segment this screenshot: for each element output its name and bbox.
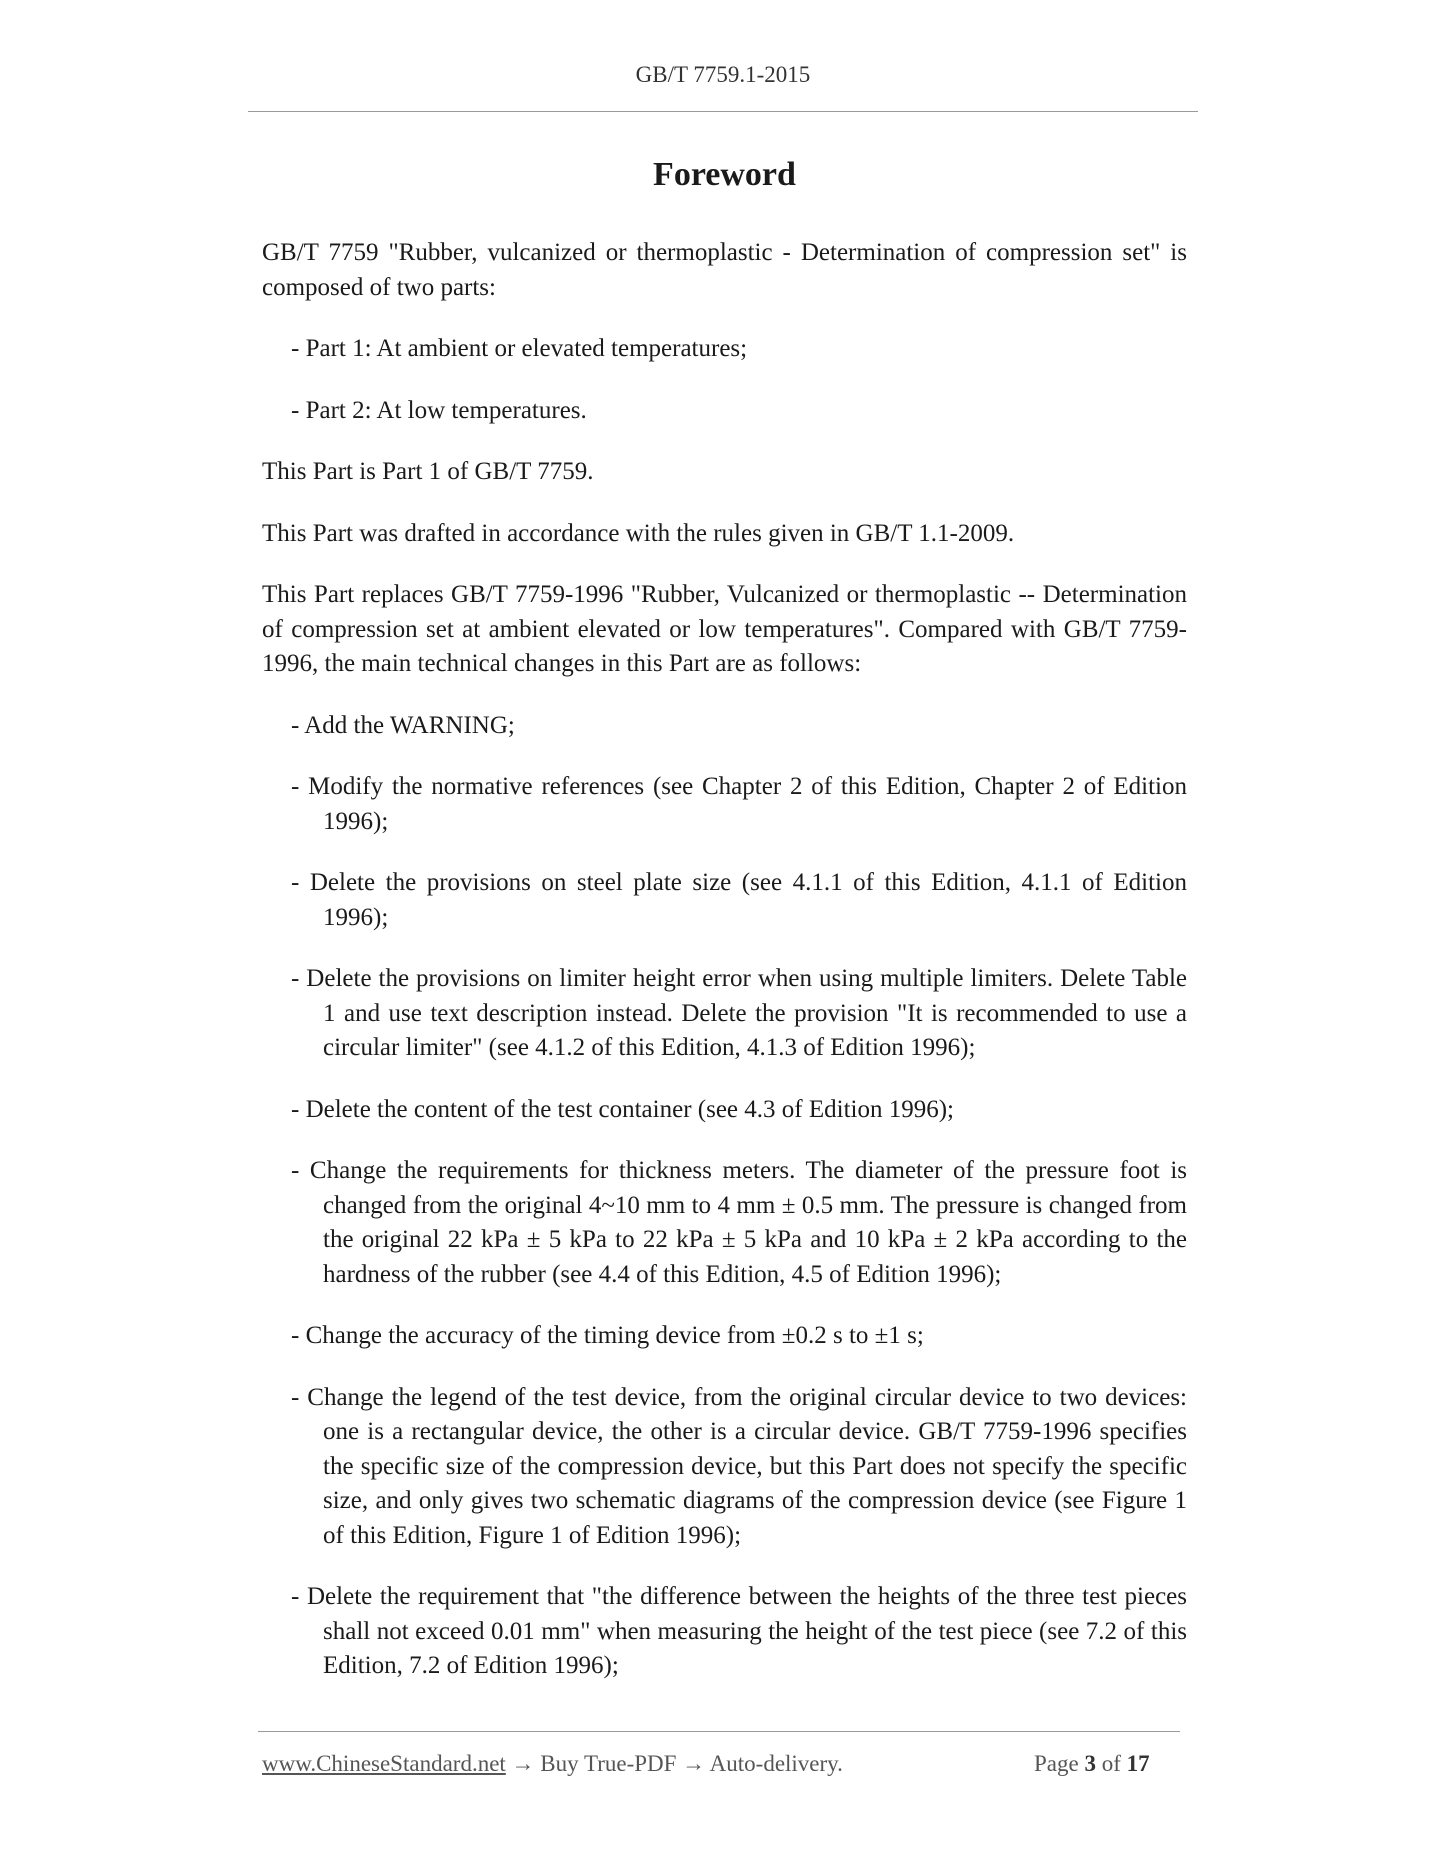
page-of-label: of	[1101, 1751, 1121, 1776]
list-item: - Change the accuracy of the timing device from ±0.2 s to ±1 s;	[291, 1322, 924, 1349]
page-number	[1034, 1751, 1150, 1777]
list-item: - Delete the provisions on limiter height error when using multiple limiters. Delete Table 1 and use text description instead. Delete the provision "It is recommended to use a circular limiter" (see 4.1.2 of this Edition, 4.1.3 of Edition 1996);	[291, 965, 1187, 1061]
paragraph: This Part was drafted in accordance with the rules given in GB/T 1.1-2009.	[262, 519, 1015, 547]
list-item: - Change the legend of the test device, from the original circular device to two devices: one is a rectangular device, the other is a circular device. GB/T 7759-1996 specifies the specific size of the compression device, but this Part does not specify the specific size, and only gives two schematic diagrams of the compression device (see Figure 1 of this Edition, Figure 1 of Edition 1996);	[291, 1383, 1187, 1549]
list-item: - Part 1: At ambient or elevated temperatures;	[291, 335, 748, 362]
page-title: Foreword	[653, 156, 796, 193]
document-body	[262, 152, 1187, 1711]
list-item: - Modify the normative references (see Chapter 2 of this Edition, Chapter 2 of Edition 1996);	[291, 773, 1187, 835]
page-current: 3	[1084, 1751, 1096, 1776]
page-header: GB/T 7759.1-2015	[635, 62, 811, 87]
footer-tagline: → Buy True-PDF → Auto-delivery.	[505, 1751, 843, 1776]
paragraph: GB/T 7759 "Rubber, vulcanized or thermoplastic - Determination of compression set" is composed of two parts:	[262, 239, 1187, 301]
list-item: - Delete the content of the test container (see 4.3 of Edition 1996);	[291, 1095, 954, 1123]
list-item: - Delete the requirement that "the difference between the heights of the three test pieces shall not exceed 0.01 mm" when measuring the height of the test piece (see 7.2 of this Edition, 7.2 of Edition 1996);	[291, 1583, 1187, 1679]
list-item: - Change the requirements for thickness meters. The diameter of the pressure foot is changed from the original 4~10 mm to 4 mm ± 0.5 mm. The pressure is changed from the original 22 kPa ± 5 kPa to 22 kPa ± 5 kPa and 10 kPa ± 2 kPa according to the hardness of the rubber (see 4.4 of this Edition, 4.5 of Edition 1996);	[291, 1157, 1187, 1288]
page-total: 17	[1126, 1751, 1150, 1776]
list-item: - Part 2: At low temperatures.	[291, 396, 587, 424]
paragraph: This Part replaces GB/T 7759-1996 "Rubber, Vulcanized or thermoplastic -- Determination of compression set at ambient elevated or low temperatures". Compared with GB/T 7759-1996, the main technical changes in this Part are as follows:	[262, 581, 1187, 677]
footer-promo	[262, 1751, 843, 1777]
website-link[interactable]: www.ChineseStandard.net	[262, 1751, 506, 1776]
page-label: Page	[1034, 1751, 1079, 1776]
list-item: - Add the WARNING;	[291, 711, 515, 739]
header-divider	[248, 111, 1198, 112]
footer-divider	[258, 1731, 1180, 1732]
paragraph: This Part is Part 1 of GB/T 7759.	[262, 458, 594, 485]
list-item: - Delete the provisions on steel plate size (see 4.1.1 of this Edition, 4.1.1 of Edition 1996);	[291, 869, 1187, 931]
